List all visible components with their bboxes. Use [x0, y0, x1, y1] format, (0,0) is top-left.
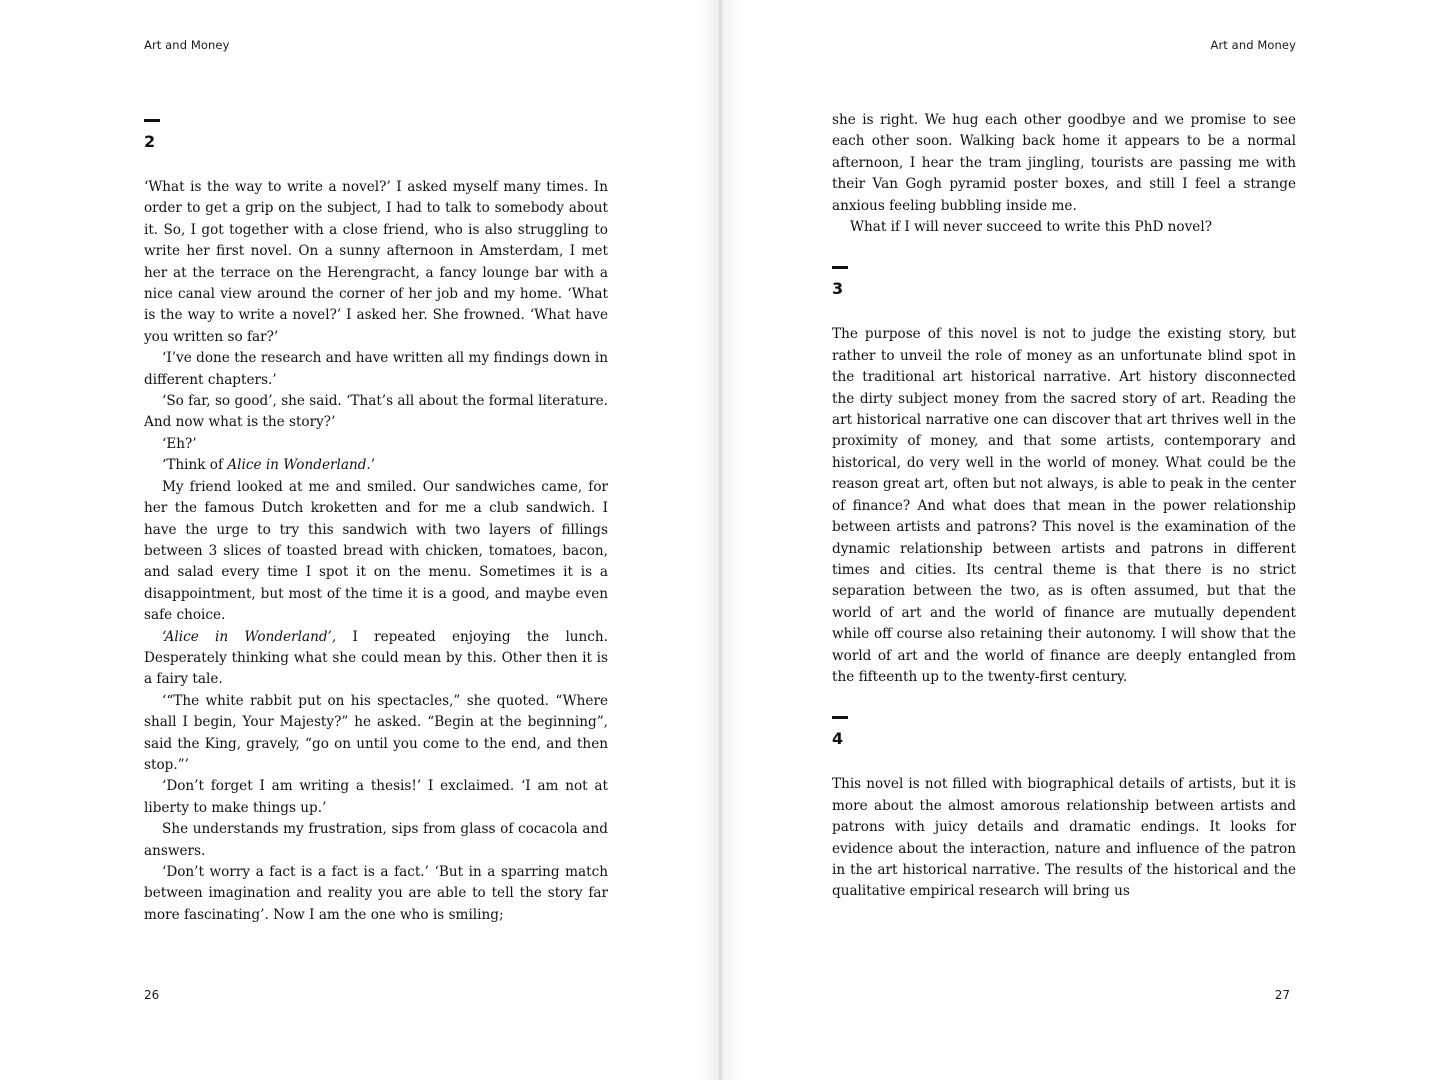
paragraph: ‘I’ve done the research and have written all my findings down in different chapters.’ — [144, 350, 608, 388]
paragraph: This novel is not filled with biographical details of artists, but it is more about the almost amorous relationship between artists and patrons with juicy details and dramatic endings. It looks for evidence about the interaction, nature and influence of the patron in the art historical narrative. The results of the historical and the qualitative empirical research will bring us — [832, 776, 1296, 900]
page-number-right: 27 — [1274, 988, 1290, 1002]
right-page — [720, 0, 1440, 1080]
paragraph: What if I will never succeed to write this PhD novel? — [850, 219, 1212, 236]
left-text-block — [144, 113, 608, 926]
paragraph: My friend looked at me and smiled. Our sandwiches came, for her the famous Dutch kroketten and for me a club sandwich. I have the urge to try this sandwich with two layers of fillings between 3 slices of toasted bread with chicken, tomatoes, bacon, and salad every time I spot it on the menu. Sometimes it is a disappointment, but most of the time it is a good, and maybe even safe choice. — [144, 478, 608, 624]
book-title: Alice in Wonderland. — [227, 457, 371, 474]
paragraph: ‘Don’t worry a fact is a fact is a fact.’ ‘But in a sparring match between imagination and reality you are able to tell the story far more fascinating’. Now I am the one who is smiling; — [144, 864, 608, 923]
paragraph: ‘So far, so good’, she said. ‘That’s all about the formal literature. And now what is the story?’ — [144, 393, 608, 431]
paragraph: she is right. We hug each other goodbye and we promise to see each other soon. Walking back home it appears to be a normal afternoon, I hear the tram jingling, tourists are passing me with their Van Gogh pyramid poster boxes, and still I feel a strange anxious feeling bubbling inside me. — [832, 112, 1296, 214]
section-heading-4 — [832, 710, 1296, 774]
section-heading-2 — [144, 113, 608, 177]
section-number: 3 — [832, 279, 844, 299]
right-text-block — [832, 110, 1296, 903]
text-span: ‘Think of — [162, 457, 228, 474]
section-heading-3 — [832, 260, 1296, 324]
text-span: ’ — [370, 457, 376, 474]
paragraph: The purpose of this novel is not to judge the existing story, but rather to unveil the role of money as an unfortunate blind spot in the traditional art historical narrative. Art history disconnected the dirty subject money from the sacred story of art. Reading the art historical narrative one can discover that art thrives well in the proximity of money, and that some artists, contemporary and historical, do very well in the world of money. What could be the reason great art, often but not always, is able to peak in the center of finance? And what does that mean in the power relationship between artists and patrons? This novel is the examination of the dynamic relationship between artists and patrons in different times and cities. Its central theme is that there is no strict separation between the two, as is often assumed, but that the world of art and the world of finance are mutually dependent while off course also retaining their autonomy. I will show that the world of art and the world of finance are deeply entangled from the fifteenth up to the twenty-first century. — [832, 326, 1296, 685]
book-title: ‘Alice in Wonderland’, — [162, 628, 337, 645]
paragraph — [144, 627, 608, 691]
page-number-left: 26 — [144, 988, 160, 1002]
spacer — [832, 238, 1296, 260]
running-head-right: Art and Money — [1210, 38, 1296, 52]
paragraph: ‘Eh?’ — [162, 435, 197, 452]
section-rule — [832, 266, 848, 269]
paragraph: She understands my frustration, sips from glass of cocacola and answers. — [144, 821, 608, 859]
text-span: I repeated enjoying the lunch. Desperately thinking what she could mean by this. Other then it is a fairy tale. — [144, 628, 608, 688]
running-head-left: Art and Money — [144, 38, 230, 52]
paragraph: ‘“The white rabbit put on his spectacles,” she quoted. “Where shall I begin, Your Majesty?” he asked. “Begin at the beginning”, said the King, gravely, “go on until you come to the end, and then stop.”’ — [144, 692, 608, 773]
paragraph: ‘Don’t forget I am writing a thesis!’ I exclaimed. ‘I am not at liberty to make things up.’ — [144, 778, 608, 816]
paragraph: ‘What is the way to write a novel?’ I asked myself many times. In order to get a grip on the subject, I had to talk to somebody about it. So, I got together with a close friend, who is also struggling to write her first novel. On a sunny afternoon in Amsterdam, I met her at the terrace on the Herengracht, a fancy lounge bar with a nice canal view around the corner of her job and my home. ‘What is the way to write a novel?’ I asked her. She frowned. ‘What have you written so far?’ — [144, 179, 608, 345]
section-rule — [832, 716, 848, 719]
section-number: 2 — [144, 132, 156, 151]
section-rule — [144, 119, 160, 122]
spacer — [832, 688, 1296, 710]
paragraph — [144, 455, 608, 476]
section-number: 4 — [832, 729, 844, 749]
